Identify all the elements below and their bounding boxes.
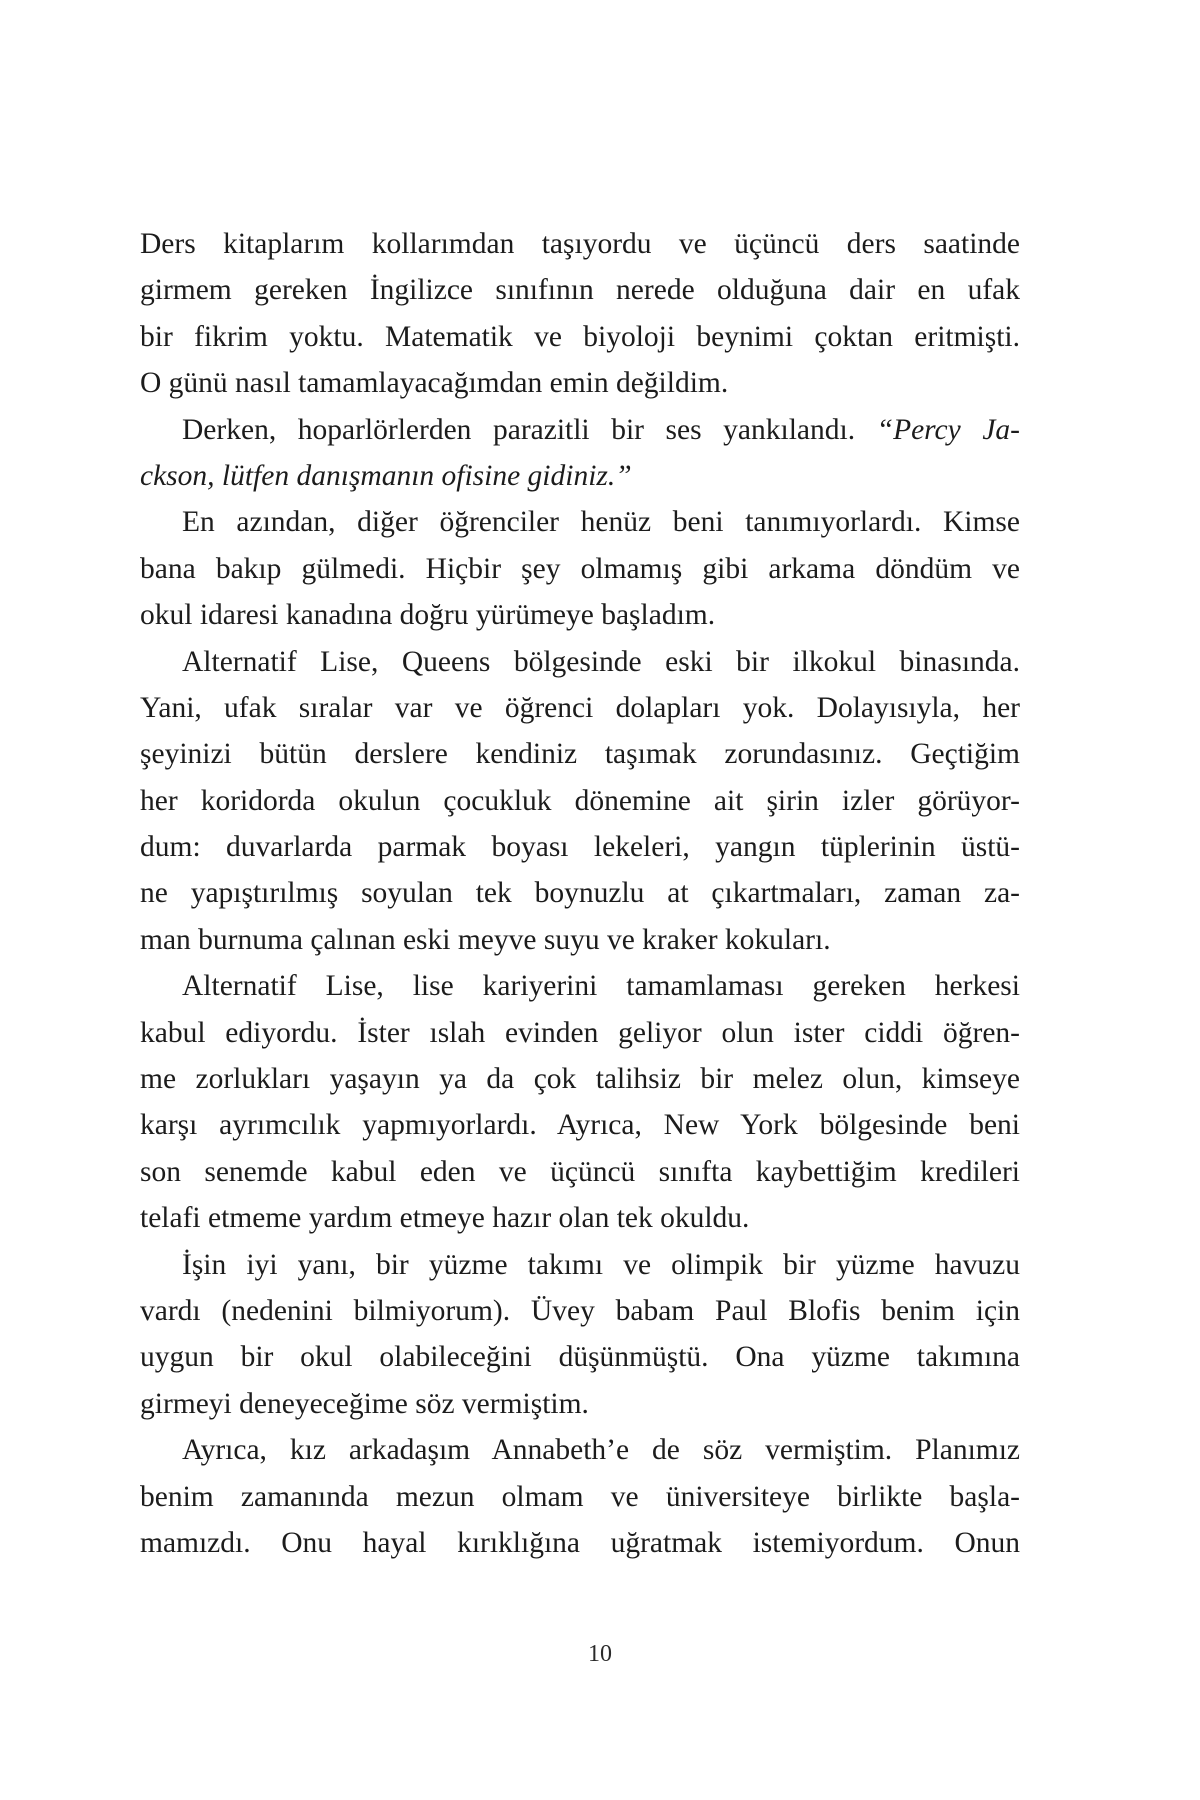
text-line [140,1427,1020,1473]
text-line-content: dum: duvarlarda parmak boyası lekeleri, yangın tüplerinin üstü- [140,831,1020,864]
text-line [140,592,1020,638]
text-line [140,824,1020,870]
text-line-content: karşı ayrımcılık yapmıyorlardı. Ayrıca, New York bölgesinde beni [140,1109,1020,1142]
text-line-content: her koridorda okulun çocukluk dönemine ait şirin izler görüyor- [140,784,1020,817]
text-line-content: Yani, ufak sıralar var ve öğrenci dolapları yok. Dolayısıyla, her [140,691,1020,724]
text-line-content: Alternatif Lise, Queens bölgesinde eski bir ilkokul binasında. [182,645,1020,678]
text-line [140,1381,1020,1427]
italic-quote: ckson, lütfen danışmanın ofisine gidiniz.” [140,459,632,492]
text-line-content: son senemde kabul eden ve üçüncü sınıfta kaybettiğim kredileri [140,1155,1020,1188]
text-line-content: uygun bir okul olabileceğini düşünmüştü. Ona yüzme takımına [140,1341,1020,1374]
text-line [140,870,1020,916]
text-line-content: mamızdı. Onu hayal kırıklığına uğratmak istemiyordum. Onun [140,1526,1020,1559]
text-line-content: Ayrıca, kız arkadaşım Annabeth’e de söz vermiştim. Planımız [182,1434,1020,1467]
text-line [140,499,1020,545]
text-line-content: ne yapıştırılmış soyulan tek boynuzlu at çıkartmaları, zaman za- [140,877,1020,910]
text-line [140,1474,1020,1520]
text-line [140,1056,1020,1102]
text-line-content: okul idaresi kanadına doğru yürümeye başladım. [140,599,716,632]
text-line [140,778,1020,824]
text-line [140,314,1020,360]
text-line [140,221,1020,267]
text-line [140,267,1020,313]
text-line [140,546,1020,592]
text-line [140,360,1020,406]
text-line-content: girmem gereken İngilizce sınıfının nerede olduğuna dair en ufak [140,274,1020,307]
text-line-content: Alternatif Lise, lise kariyerini tamamlaması gereken herkesi [182,970,1020,1003]
text-line-content: benim zamanında mezun olmam ve üniversiteye birlikte başla- [140,1480,1020,1513]
text-line-content: İşin iyi yanı, bir yüzme takımı ve olimpik bir yüzme havuzu [182,1248,1020,1281]
text-line [140,1010,1020,1056]
text-line [140,1195,1020,1241]
text-line [140,1288,1020,1334]
text-line [140,685,1020,731]
text-line-content: me zorlukları yaşayın ya da çok talihsiz bir melez olun, kimseye [140,1063,1020,1096]
text-line-content: Derken, hoparlörlerden parazitli bir ses yankılandı. [182,413,856,446]
text-line-content: kabul ediyordu. İster ıslah evinden geliyor olun ister ciddi öğren- [140,1016,1020,1049]
text-line [140,639,1020,685]
text-line [140,731,1020,777]
text-line-content: man burnuma çalınan eski meyve suyu ve kraker kokuları. [140,923,831,956]
text-line [140,917,1020,963]
text-line [140,453,1020,499]
text-line-content: vardı (nedenini bilmiyorum). Üvey babam Paul Blofis benim için [140,1294,1020,1327]
text-line-content: O günü nasıl tamamlayacağımdan emin değildim. [140,367,729,400]
page-number: 10 [588,1641,612,1667]
text-line [140,963,1020,1009]
text-line-content: şeyinizi bütün derslere kendiniz taşımak zorundasınız. Geçtiğim [140,738,1020,771]
text-line [140,1102,1020,1148]
text-line-content: telafi etmeme yardım etmeye hazır olan tek okuldu. [140,1202,750,1235]
text-line-content: girmeyi deneyeceğime söz vermiştim. [140,1387,589,1420]
text-line-content: bir fikrim yoktu. Matematik ve biyoloji beynimi çoktan eritmişti. [140,320,1020,353]
text-line [140,1334,1020,1380]
text-line [140,407,1020,453]
italic-quote: “Percy Ja- [876,413,1020,446]
text-line-content: bana bakıp gülmedi. Hiçbir şey olmamış gibi arkama döndüm ve [140,552,1020,585]
text-line [140,1149,1020,1195]
text-line [140,1520,1020,1566]
text-line-content: En azından, diğer öğrenciler henüz beni tanımıyorlardı. Kimse [182,506,1020,539]
body-text [140,221,1020,1566]
text-line [140,1242,1020,1288]
text-line-content: Ders kitaplarım kollarımdan taşıyordu ve üçüncü ders saatinde [140,228,1020,260]
